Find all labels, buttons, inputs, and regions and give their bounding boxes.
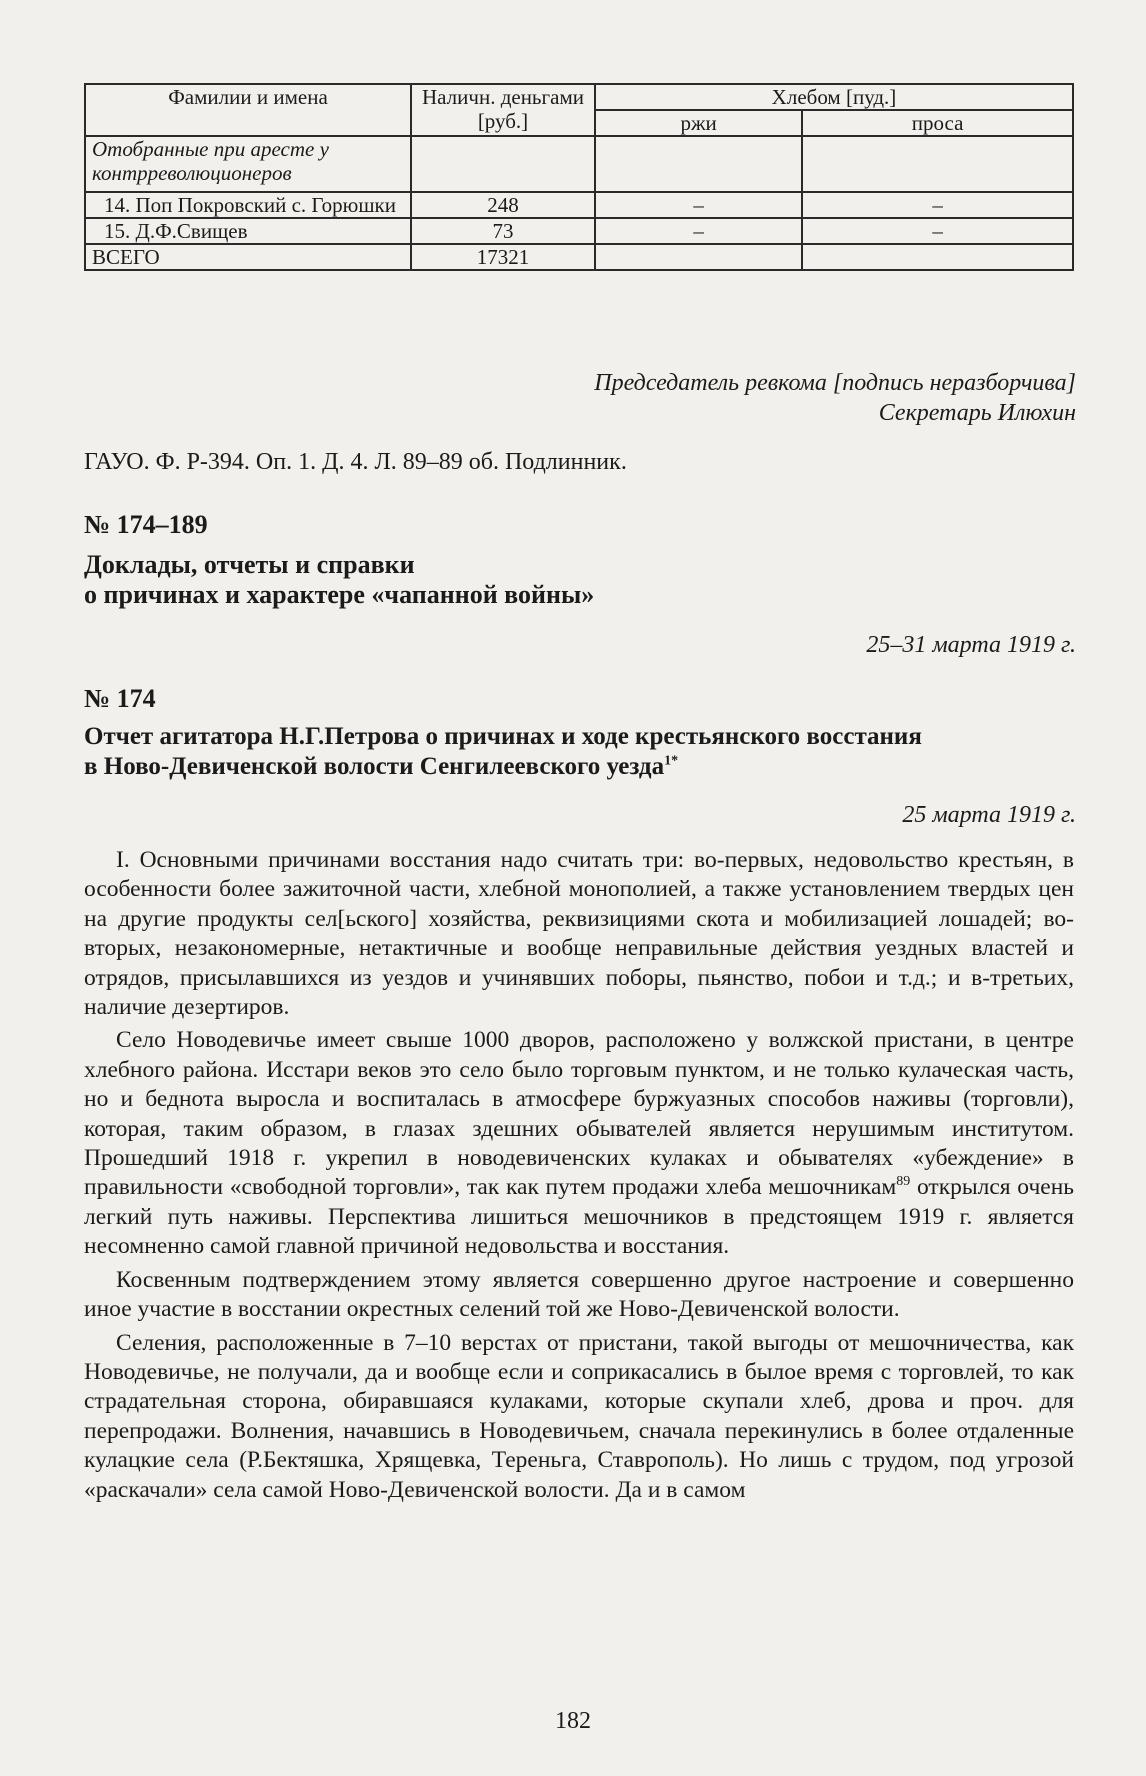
row-millet: – [802,218,1073,244]
doc-title-line2: в Ново-Девиченской волости Сенгилеевского уезда$^{1*}$ [84,753,679,780]
section-date: 25–31 марта 1919 г. [866,632,1076,658]
row-rye: – [595,192,802,218]
chairman-signature: Председатель ревкома [подпись неразборчива] [594,370,1076,396]
archive-source: ГАУО. Ф. Р-394. Оп. 1. Д. 4. Л. 89–89 об. Подлинник. [84,449,627,475]
section-number: № 174–189 [84,510,208,539]
doc-number: № 174 [84,684,156,713]
header-cash: Наличн. деньгами [руб.] [411,84,595,136]
header-millet: проса [802,110,1073,136]
header-names: Фамилии и имена [85,84,411,136]
row-name: 14. Поп Покровский с. Горюшки [85,192,411,218]
total-label: ВСЕГО [85,244,411,270]
row-millet: – [802,192,1073,218]
secretary-signature: Секретарь Илюхин [878,400,1076,426]
header-rye: ржи [595,110,802,136]
row-rye: – [595,218,802,244]
row-cash: 73 [411,218,595,244]
page-number: 182 [555,1708,591,1734]
doc-date: 25 марта 1919 г. [902,802,1076,828]
section-title-line1: Доклады, отчеты и справки [84,550,415,579]
doc-title-line1: Отчет агитатора Н.Г.Петрова о причинах и ходе крестьянского восстания [84,723,922,750]
report-body [84,846,1074,1509]
total-cash: 17321 [411,244,595,270]
doc-title-footnote: 1* [664,753,679,769]
footnote-89: 89 [896,1174,911,1190]
confiscation-table [84,83,1074,271]
table-total-row [85,244,1073,270]
paragraph-4: Селения, расположенные в 7–10 верстах от пристани, такой выгоды от мешочничества, как Новодевичье, не получали, да и вообще если и соприкасались в былое время с торговлей, то как страдательная сторона, обиравшаяся кулаками, которые скупали хлеб, дрова и проч. для перепродажи. Волнения, начавшись в Новодевичьем, сначала перекинулись в более отдаленные кулацкие села (Р.Бектяшка, Хрящевка, Тереньга, Ставрополь). Но лишь с трудом, под угрозой «раскачали» села самой Ново-Девиченской волости. Да и в самом [84,1329,1074,1503]
table-row [85,218,1073,244]
row-name: 15. Д.Ф.Свищев [85,218,411,244]
section-label: Отобранные при аресте у контрреволюционеров [85,136,411,192]
section-title-line2: о причинах и характере «чапанной войны» [84,580,595,609]
paragraph-1: I. Основными причинами восстания надо считать три: во-первых, недовольство крестьян, в особенности более зажиточной части, хлебной монополией, а также установлением твердых цен на другие продукты сел[ьского] хозяйства, реквизициями скота и мобилизацией лошадей; во-вторых, незакономерные, нетактичные и вообще неправильные действия уездных властей и отрядов, присылавшихся из уездов и учинявших поборы, пьянство, побои и т.д.; и в-третьих, наличие дезертиров. [84,847,1074,1021]
paragraph-2: Село Новодевичье имеет свыше 1000 дворов, расположено у волжской пристани, в центре хлебного района. Исстари веков это село было торговым пунктом, и не только кулаческая часть, но и беднота выросла и воспиталась в атмосфере буржуазных способов наживы (торговли), которая, таким образом, в глазах здешних обывателей является нерушимым институтом. Прошедший 1918 г. укрепил в новодевиченских кулаках и обывателях «убеждение» в правильности «свободной торговли», так как путем продажи хлеба мешочникам$^{89}$ открылся очень легкий путь наживы. Перспектива лишиться мешочников в предстоящем 1919 г. является несомненно самой главной причиной недовольства и восстания. [84,1027,1074,1260]
paragraph-3: Косвенным подтверждением этому является совершенно другое настроение и совершенно иное участие в восстании окрестных селений той же Ново-Девиченской волости. [84,1266,1074,1323]
table-row [85,192,1073,218]
header-grain: Хлебом [пуд.] [595,84,1073,110]
row-cash: 248 [411,192,595,218]
